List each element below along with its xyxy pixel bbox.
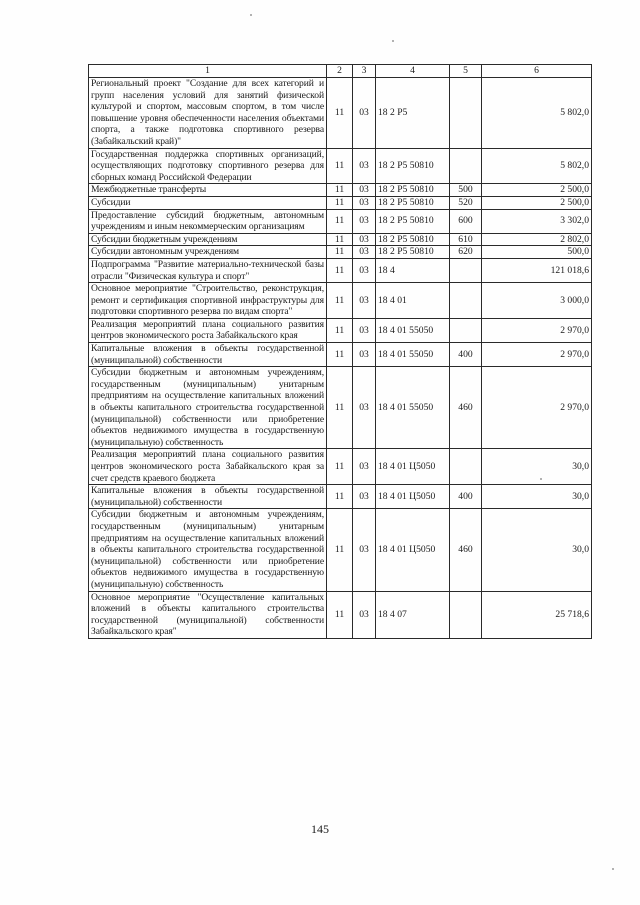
row-expense-type: 600 [450, 209, 482, 233]
budget-table [88, 64, 592, 639]
row-subsection: 03 [353, 318, 376, 342]
row-name: Капитальные вложения в объекты государственной (муниципальной) собственности [89, 343, 327, 367]
scan-speck [540, 478, 542, 480]
row-section: 11 [327, 509, 353, 591]
row-expense-type [450, 78, 482, 149]
row-amount: 121 018,6 [482, 258, 592, 282]
row-expense-type: 520 [450, 196, 482, 209]
row-subsection: 03 [353, 258, 376, 282]
row-amount: 2 970,0 [482, 367, 592, 449]
table-row [89, 449, 592, 485]
row-expense-type [450, 591, 482, 638]
table-row [89, 367, 592, 449]
row-target-article: 18 2 P5 [376, 78, 450, 149]
table-row [89, 148, 592, 184]
table-row [89, 509, 592, 591]
table-row [89, 485, 592, 509]
row-name: Основное мероприятие "Осуществление капитальных вложений в объекты капитального строительства государственной (муниципальной) собственности Забайкальского края" [89, 591, 327, 638]
row-section: 11 [327, 318, 353, 342]
row-name: Предоставление субсидий бюджетным, автономным учреждениям и иным некоммерческим организациям [89, 209, 327, 233]
row-target-article: 18 4 01 [376, 283, 450, 319]
row-amount: 30,0 [482, 485, 592, 509]
row-expense-type: 620 [450, 246, 482, 259]
row-subsection: 03 [353, 449, 376, 485]
row-section: 11 [327, 209, 353, 233]
row-expense-type: 460 [450, 509, 482, 591]
row-target-article: 18 2 P5 50810 [376, 209, 450, 233]
row-subsection: 03 [353, 367, 376, 449]
row-target-article: 18 4 01 55050 [376, 367, 450, 449]
row-target-article: 18 4 [376, 258, 450, 282]
header-cell-1: 1 [89, 65, 327, 78]
row-section: 11 [327, 367, 353, 449]
row-name: Реализация мероприятий плана социального развития центров экономического роста Забайкальского края [89, 318, 327, 342]
row-section: 11 [327, 148, 353, 184]
row-subsection: 03 [353, 509, 376, 591]
table-row [89, 246, 592, 259]
row-name: Государственная поддержка спортивных организаций, осуществляющих подготовку спортивного резерва для сборных команд Российской Федерации [89, 148, 327, 184]
row-name: Региональный проект "Создание для всех категорий и групп населения условий для занятий физической культурой и спортом, массовым спортом, в том числе повышение уровня обеспеченности населения объектами спорта, а также подготовка спортивного резерва (Забайкальский край)" [89, 78, 327, 149]
row-target-article: 18 4 01 55050 [376, 318, 450, 342]
row-subsection: 03 [353, 246, 376, 259]
row-expense-type [450, 258, 482, 282]
scan-speck [250, 14, 252, 16]
row-name: Субсидии бюджетным и автономным учреждениям, государственным (муниципальным) унитарным предприятиям на осуществление капитальных вложений в объекты капитального строительства государственной (муниципальной) собственности или приобретение объектов недвижимого имущества в государственную (муниципальную) собственность [89, 509, 327, 591]
page-number: 145 [311, 822, 329, 836]
table-header-row [89, 65, 592, 78]
row-amount: 5 802,0 [482, 78, 592, 149]
row-amount: 2 970,0 [482, 343, 592, 367]
row-target-article: 18 4 01 Ц5050 [376, 509, 450, 591]
row-section: 11 [327, 283, 353, 319]
row-subsection: 03 [353, 184, 376, 197]
row-section: 11 [327, 196, 353, 209]
row-name: Основное мероприятие "Строительство, реконструкция, ремонт и сертификация спортивной инфраструктуры для подготовки спортивного резерва по видам спорта" [89, 283, 327, 319]
row-name: Субсидии бюджетным и автономным учреждениям, государственным (муниципальным) унитарным предприятиям на осуществление капитальных вложений в объекты капитального строительства государственной (муниципальной) собственности или приобретение объектов недвижимого имущества в государственную (муниципальную) собственность [89, 367, 327, 449]
table-row [89, 258, 592, 282]
scan-speck [612, 868, 614, 870]
row-expense-type [450, 283, 482, 319]
row-name: Реализация мероприятий плана социального развития центров экономического роста Забайкальского края за счет средств краевого бюджета [89, 449, 327, 485]
row-amount: 3 000,0 [482, 283, 592, 319]
row-expense-type: 610 [450, 233, 482, 246]
row-subsection: 03 [353, 343, 376, 367]
table-row [89, 233, 592, 246]
header-cell-3: 3 [353, 65, 376, 78]
row-subsection: 03 [353, 148, 376, 184]
row-expense-type: 400 [450, 343, 482, 367]
row-amount: 2 970,0 [482, 318, 592, 342]
row-section: 11 [327, 246, 353, 259]
table-row [89, 184, 592, 197]
row-section: 11 [327, 449, 353, 485]
row-target-article: 18 2 P5 50810 [376, 233, 450, 246]
table-row [89, 591, 592, 638]
table-row [89, 283, 592, 319]
row-subsection: 03 [353, 233, 376, 246]
row-amount: 2 802,0 [482, 233, 592, 246]
row-amount: 30,0 [482, 449, 592, 485]
row-section: 11 [327, 78, 353, 149]
row-target-article: 18 2 P5 50810 [376, 196, 450, 209]
table-row [89, 196, 592, 209]
row-subsection: 03 [353, 283, 376, 319]
row-amount: 2 500,0 [482, 196, 592, 209]
row-subsection: 03 [353, 591, 376, 638]
row-target-article: 18 4 01 Ц5050 [376, 449, 450, 485]
row-target-article: 18 4 01 Ц5050 [376, 485, 450, 509]
row-target-article: 18 2 P5 50810 [376, 246, 450, 259]
row-section: 11 [327, 343, 353, 367]
row-subsection: 03 [353, 209, 376, 233]
row-target-article: 18 2 P5 50810 [376, 184, 450, 197]
row-section: 11 [327, 485, 353, 509]
row-subsection: 03 [353, 485, 376, 509]
row-name: Капитальные вложения в объекты государственной (муниципальной) собственности [89, 485, 327, 509]
row-amount: 3 302,0 [482, 209, 592, 233]
row-target-article: 18 4 07 [376, 591, 450, 638]
row-expense-type: 460 [450, 367, 482, 449]
header-cell-2: 2 [327, 65, 353, 78]
row-name: Субсидии [89, 196, 327, 209]
table-row [89, 209, 592, 233]
row-subsection: 03 [353, 196, 376, 209]
header-cell-6: 6 [482, 65, 592, 78]
table-row [89, 318, 592, 342]
row-amount: 2 500,0 [482, 184, 592, 197]
row-amount: 5 802,0 [482, 148, 592, 184]
row-expense-type [450, 148, 482, 184]
row-expense-type [450, 449, 482, 485]
header-cell-5: 5 [450, 65, 482, 78]
row-expense-type: 400 [450, 485, 482, 509]
row-amount: 30,0 [482, 509, 592, 591]
row-target-article: 18 4 01 55050 [376, 343, 450, 367]
row-name: Межбюджетные трансферты [89, 184, 327, 197]
row-name: Субсидии автономным учреждениям [89, 246, 327, 259]
table-row [89, 78, 592, 149]
row-amount: 25 718,6 [482, 591, 592, 638]
row-target-article: 18 2 P5 50810 [376, 148, 450, 184]
row-section: 11 [327, 591, 353, 638]
row-section: 11 [327, 233, 353, 246]
row-subsection: 03 [353, 78, 376, 149]
table-row [89, 343, 592, 367]
header-cell-4: 4 [376, 65, 450, 78]
row-expense-type: 500 [450, 184, 482, 197]
row-section: 11 [327, 184, 353, 197]
row-expense-type [450, 318, 482, 342]
row-name: Субсидии бюджетным учреждениям [89, 233, 327, 246]
row-section: 11 [327, 258, 353, 282]
row-amount: 500,0 [482, 246, 592, 259]
scan-speck [392, 40, 394, 42]
row-name: Подпрограмма "Развитие материально-технической базы отрасли "Физическая культура и спорт" [89, 258, 327, 282]
